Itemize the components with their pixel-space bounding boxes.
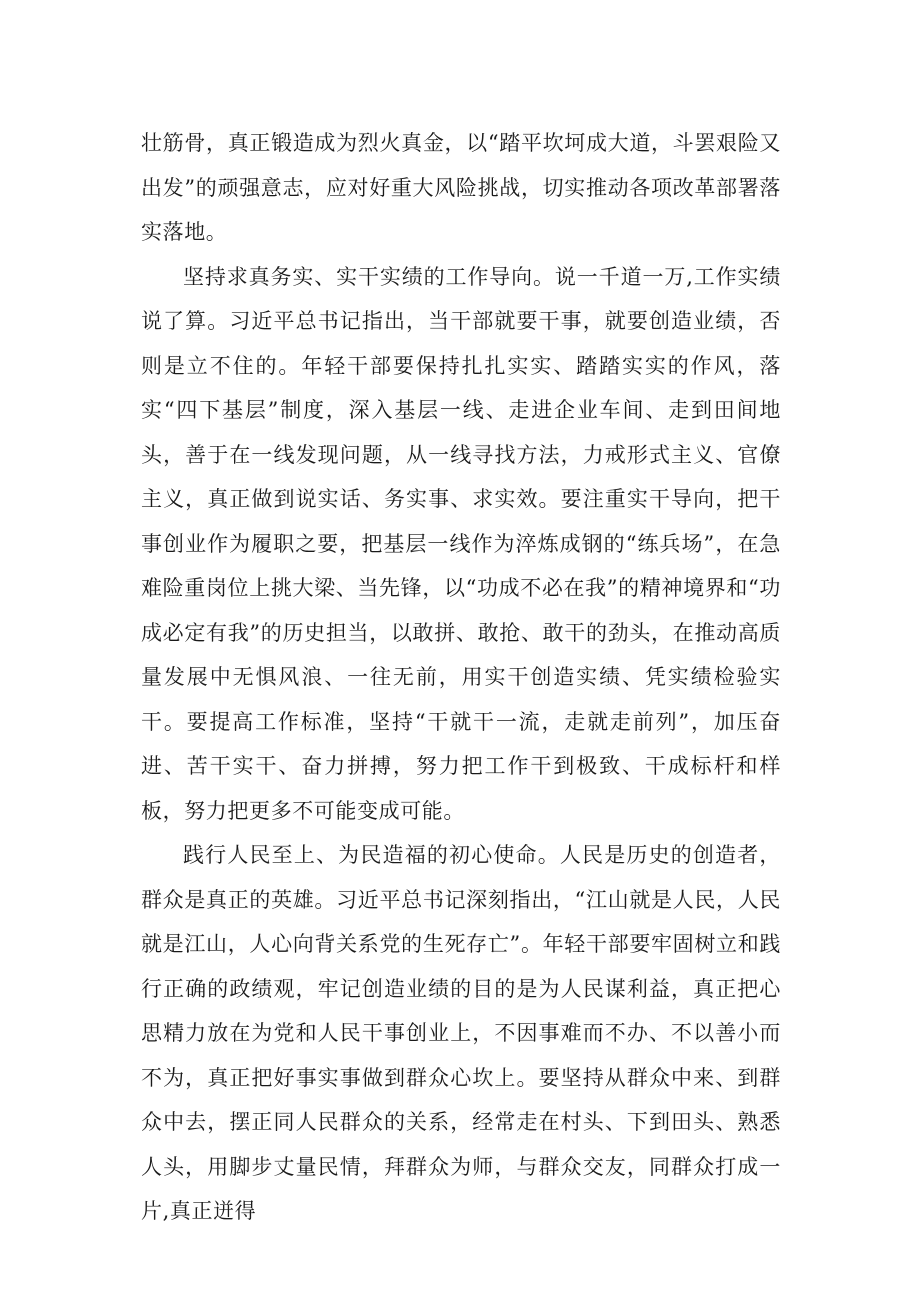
paragraph-continuation: 壮筋骨，真正锻造成为烈火真金，以“踏平坎坷成大道，斗罢艰险又出发”的顽强意志，应对好重大风险挑战，切实推动各项改革部署落实落地。 [141,131,781,244]
paragraph-people-first: 践行人民至上、为民造福的初心使命。人民是历史的创造者，群众是真正的英雄。习近平总书记深刻指出，“江山就是人民，人民就是江山，人心向背关系党的生死存亡”。年轻干部要牢固树立和践行正确的政绩观，牢记创造业绩的目的是为人民谋利益，真正把心思精力放在为党和人民干事创业上，不因事难而不办、不以善小而不为，真正把好事实事做到群众心坎上。要坚持从群众中来、到群众中去，摆正同人民群众的关系，经常走在村头、下到田头、熟悉人头，用脚步丈量民情，拜群众为师，与群众交友，同群众打成一片,真正迸得 [141,843,781,1223]
paragraph-work-orientation: 坚持求真务实、实干实绩的工作导向。说一千道一万,工作实绩说了算。习近平总书记指出，当干部就要干事，就要创造业绩，否则是立不住的。年轻干部要保持扎扎实实、踏踏实实的作风，落实“四下基层”制度，深入基层一线、走进企业车间、走到田间地头，善于在一线发现问题，从一线寻找方法，力戒形式主义、官僚主义，真正做到说实话、务实事、求实效。要注重实干导向，把干事创业作为履职之要，把基层一线作为淬炼成钢的“练兵场”，在急难险重岗位上挑大梁、当先锋，以“功成不必在我”的精神境界和“功成必定有我”的历史担当，以敢拼、敢抢、敢干的劲头，在推动高质量发展中无惧风浪、一往无前，用实干创造实绩、凭实绩检验实干。要提高工作标准，坚持“干就干一流，走就走前列”，加压奋进、苦干实干、奋力拼搏，努力把工作干到极致、干成标杆和样板，努力把更多不可能变成可能。 [141,264,781,823]
document-body [141,121,781,1234]
